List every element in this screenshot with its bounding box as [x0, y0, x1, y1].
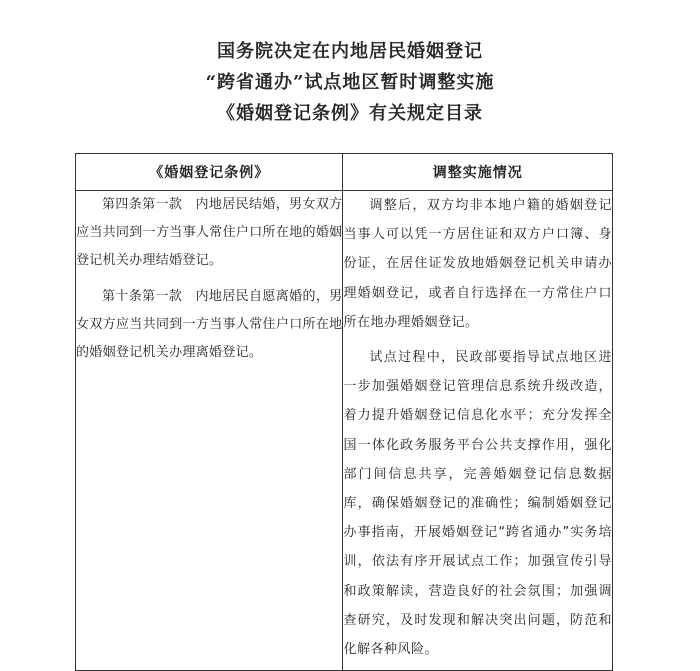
regulation-article-10-paragraph: 第十条第一款 内地居民自愿离婚的，男女双方应当共同到一方当事人常住户口所在地的婚姻登记机关办理离婚登记。: [76, 289, 343, 360]
header-adjustment-column: 调整实施情况: [343, 154, 613, 191]
regulation-adjustment-table: [75, 153, 613, 671]
table-row: [76, 191, 613, 671]
title-line-2: “跨省通办”试点地区暂时调整实施: [205, 72, 495, 93]
title-line-3: 《婚姻登记条例》有关规定目录: [217, 103, 483, 124]
table-header-row: [76, 154, 613, 191]
adjustment-paragraph-1: 调整后，双方均非本地户籍的婚姻登记当事人可以凭一方居住证和双方户口簿、身份证，在居住证发放地婚姻登记机关申请办理婚姻登记，或者自行选择在一方常住户口所在地办理婚姻登记。: [343, 198, 612, 330]
title-line-1: 国务院决定在内地居民婚姻登记: [217, 41, 483, 62]
adjustment-cell: [343, 191, 613, 671]
regulation-article-4-paragraph: 第四条第一款 内地居民结婚，男女双方应当共同到一方当事人常住户口所在地的婚姻登记机关办理结婚登记。: [76, 197, 343, 268]
header-regulation-column: 《婚姻登记条例》: [76, 154, 343, 191]
document-title: [0, 36, 700, 129]
regulation-cell: [76, 191, 343, 671]
adjustment-paragraph-2: 试点过程中，民政部要指导试点地区进一步加强婚姻登记管理信息系统升级改造，着力提升婚姻登记信息化水平；充分发挥全国一体化政务服务平台公共支撑作用，强化部门间信息共享，完善婚姻登记信息数据库，确保婚姻登记的准确性；编制婚姻登记办事指南，开展婚姻登记“跨省通办”实务培训，依法有序开展试点工作；加强宣传引导和政策解读，营造良好的社会氛围；加强调查研究，及时发现和解决突出问题，防范和化解各种风险。: [343, 350, 612, 658]
